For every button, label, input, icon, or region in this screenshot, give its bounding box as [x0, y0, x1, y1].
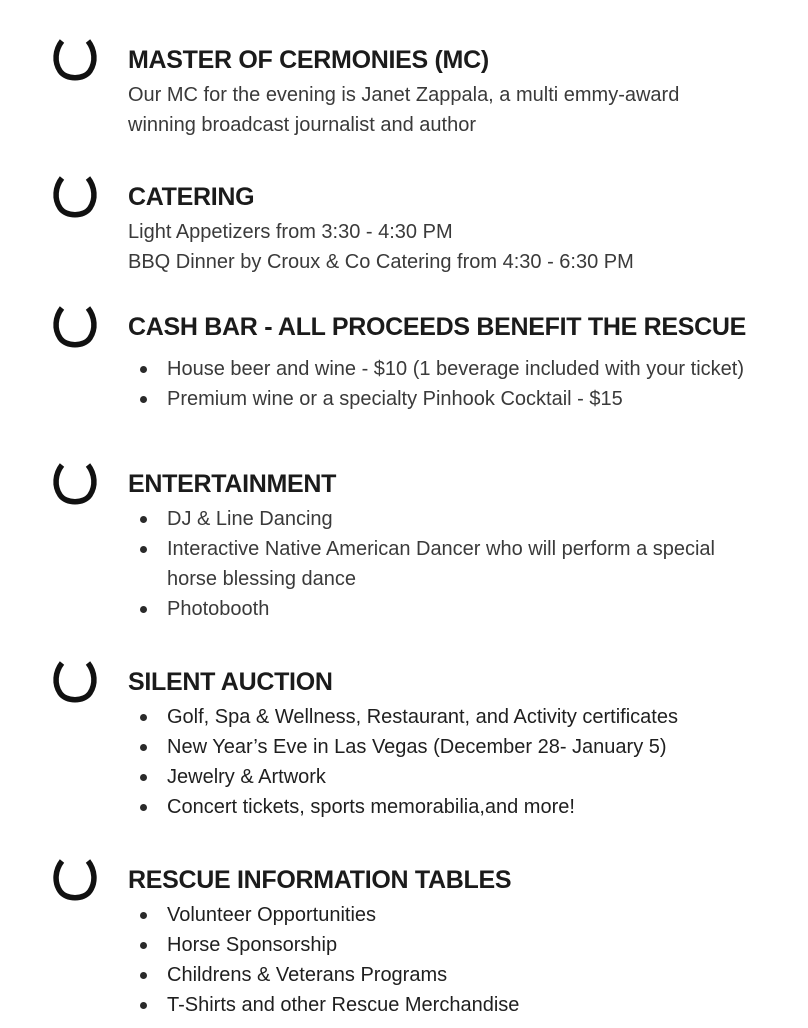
horseshoe-icon — [52, 175, 98, 221]
section-title: MASTER OF CERMONIES (MC) — [128, 46, 489, 74]
section-body — [128, 80, 679, 140]
bullet-list — [128, 504, 715, 624]
section-title: RESCUE INFORMATION TABLES — [128, 866, 512, 894]
list-item: Jewelry & Artwork — [128, 762, 678, 792]
list-item: Interactive Native American Dancer who will perform a special — [128, 534, 715, 564]
section-title: CASH BAR - ALL PROCEEDS BENEFIT THE RESCUE — [128, 313, 747, 341]
bullet-list — [128, 702, 678, 822]
section-title: ENTERTAINMENT — [128, 470, 337, 498]
bullet-list — [128, 354, 744, 414]
list-item-continuation: horse blessing dance — [167, 568, 357, 590]
horseshoe-icon — [52, 660, 98, 706]
list-item: New Year’s Eve in Las Vegas (December 28- January 5) — [128, 732, 678, 762]
body-line: Our MC for the evening is Janet Zappala, a multi emmy-award — [128, 84, 680, 106]
list-item: Horse Sponsorship — [128, 930, 519, 960]
list-item: Photobooth — [128, 594, 715, 624]
horseshoe-icon — [52, 462, 98, 508]
body-line: BBQ Dinner by Croux & Co Catering from 4:30 - 6:30 PM — [128, 251, 634, 273]
list-item: Premium wine or a specialty Pinhook Cocktail - $15 — [128, 384, 744, 414]
section-body — [128, 217, 634, 277]
horseshoe-icon — [52, 38, 98, 84]
list-item: House beer and wine - $10 (1 beverage included with your ticket) — [128, 354, 744, 384]
body-line: winning broadcast journalist and author — [128, 114, 476, 136]
list-item: Concert tickets, sports memorabilia,and more! — [128, 792, 678, 822]
bullet-list — [128, 900, 519, 1020]
list-item: Volunteer Opportunities — [128, 900, 519, 930]
section-title: CATERING — [128, 183, 255, 211]
list-item: Childrens & Veterans Programs — [128, 960, 519, 990]
horseshoe-icon — [52, 305, 98, 351]
horseshoe-icon — [52, 858, 98, 904]
body-line: Light Appetizers from 3:30 - 4:30 PM — [128, 221, 453, 243]
list-item: DJ & Line Dancing — [128, 504, 715, 534]
list-item: Golf, Spa & Wellness, Restaurant, and Activity certificates — [128, 702, 678, 732]
list-item: T-Shirts and other Rescue Merchandise — [128, 990, 519, 1020]
section-title: SILENT AUCTION — [128, 668, 333, 696]
